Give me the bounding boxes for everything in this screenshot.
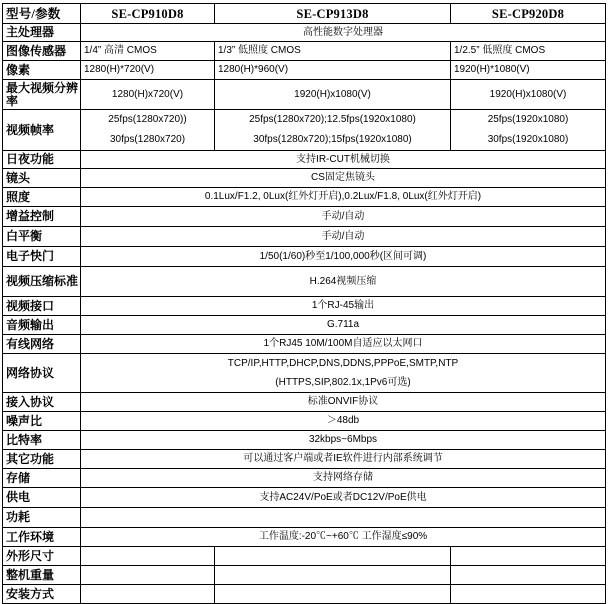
row-value: 1920(H)x1080(V) [215,80,451,110]
row-label: 白平衡 [3,227,81,247]
row-value: 30fps(1280x720) [81,131,215,151]
row-frame-rate-2 [3,131,606,151]
row-value [81,566,215,585]
row-label: 外形尺寸 [3,547,81,566]
row-value: 1个RJ-45输出 [81,297,606,316]
row-label: 音频输出 [3,316,81,335]
row-dimensions [3,547,606,566]
row-value: 25fps(1280x720);12.5fps(1920x1080) [215,110,451,131]
row-value: ＞48db [81,412,606,431]
row-environment [3,528,606,547]
row-value: 1920(H)x1080(V) [451,80,606,110]
row-value [215,547,451,566]
row-label: 其它功能 [3,450,81,469]
row-label: 视频接口 [3,297,81,316]
row-label: 功耗 [3,508,81,528]
row-compression [3,267,606,297]
row-label: 安装方式 [3,585,81,604]
row-value [451,547,606,566]
param-header: 型号/参数 [3,4,81,24]
row-white-balance [3,227,606,247]
row-value: 0.1Lux/F1.2, 0Lux(红外灯开启),0.2Lux/F1.8, 0Lux(红外灯开启) [81,188,606,207]
row-label: 工作环境 [3,528,81,547]
row-value: 1/50(1/60)秒至1/100,000秒(区间可调) [81,247,606,267]
row-day-night [3,151,606,169]
row-label: 网络协议 [3,354,81,393]
row-label: 比特率 [3,431,81,450]
row-label: 像素 [3,61,81,80]
row-value: 30fps(1280x720);15fps(1920x1080) [215,131,451,151]
row-value: 高性能数字处理器 [81,24,606,42]
row-label: 整机重量 [3,566,81,585]
row-consumption [3,508,606,528]
row-label: 视频压缩标准 [3,267,81,297]
row-value: 1个RJ45 10M/100M自适应以太网口 [81,335,606,354]
row-value: 1280(H)*960(V) [215,61,451,80]
row-value: 25fps(1280x720)) [81,110,215,131]
row-value: 支持AC24V/PoE或者DC12V/PoE供电 [81,488,606,508]
row-mounting [3,585,606,604]
row-label: 噪声比 [3,412,81,431]
model-header-1: SE-CP910D8 [81,4,215,24]
row-gain [3,207,606,227]
row-label: 有线网络 [3,335,81,354]
row-storage [3,469,606,488]
row-value: 手动/自动 [81,207,606,227]
row-value: 标准ONVIF协议 [81,393,606,412]
row-value: (HTTPS,SIP,802.1x,1Pv6可选) [81,374,606,393]
row-pixels [3,61,606,80]
row-label: 接入协议 [3,393,81,412]
row-frame-rate-1 [3,110,606,131]
row-value: 1/4” 高清 CMOS [81,42,215,61]
row-bitrate [3,431,606,450]
row-shutter [3,247,606,267]
row-value: 30fps(1920x1080) [451,131,606,151]
row-video-interface [3,297,606,316]
header-row [3,4,606,24]
row-label: 视频帧率 [3,110,81,151]
row-value: 1280(H)x720(V) [81,80,215,110]
row-value [81,508,606,528]
row-protocols-1 [3,354,606,374]
row-value: CS固定焦镜头 [81,169,606,188]
row-value: 工作温度:-20℃~+60℃ 工作湿度≤90% [81,528,606,547]
row-value: G.711a [81,316,606,335]
row-weight [3,566,606,585]
row-protocols-2 [3,374,606,393]
row-value [451,566,606,585]
row-value [215,566,451,585]
row-value: 支持网络存储 [81,469,606,488]
row-illumination [3,188,606,207]
row-value: 支持IR-CUT机械切换 [81,151,606,169]
row-value: 32kbps~6Mbps [81,431,606,450]
row-audio-output [3,316,606,335]
row-value [215,585,451,604]
row-value: 1280(H)*720(V) [81,61,215,80]
row-value: H.264视频压缩 [81,267,606,297]
row-value: 25fps(1920x1080) [451,110,606,131]
row-label: 电子快门 [3,247,81,267]
row-lens [3,169,606,188]
row-label: 日夜功能 [3,151,81,169]
row-value: TCP/IP,HTTP,DHCP,DNS,DDNS,PPPoE,SMTP,NTP [81,354,606,374]
row-value [81,585,215,604]
row-label: 供电 [3,488,81,508]
row-value: 1/3” 低照度 CMOS [215,42,451,61]
spec-table [2,3,606,604]
row-power [3,488,606,508]
row-access [3,393,606,412]
model-header-2: SE-CP913D8 [215,4,451,24]
row-label: 镜头 [3,169,81,188]
row-label: 照度 [3,188,81,207]
row-label: 最大视频分辨率 [3,80,81,110]
row-value: 1/2.5” 低照度 CMOS [451,42,606,61]
row-value [451,585,606,604]
row-value [81,547,215,566]
row-other [3,450,606,469]
row-value: 手动/自动 [81,227,606,247]
row-value: 可以通过客户端或者IE软件进行内部系统调节 [81,450,606,469]
row-label: 存储 [3,469,81,488]
row-value: 1920(H)*1080(V) [451,61,606,80]
row-processor [3,24,606,42]
row-max-resolution [3,80,606,110]
row-label: 增益控制 [3,207,81,227]
row-snr [3,412,606,431]
row-wired-network [3,335,606,354]
row-label: 主处理器 [3,24,81,42]
model-header-3: SE-CP920D8 [451,4,606,24]
row-label: 图像传感器 [3,42,81,61]
row-sensor [3,42,606,61]
